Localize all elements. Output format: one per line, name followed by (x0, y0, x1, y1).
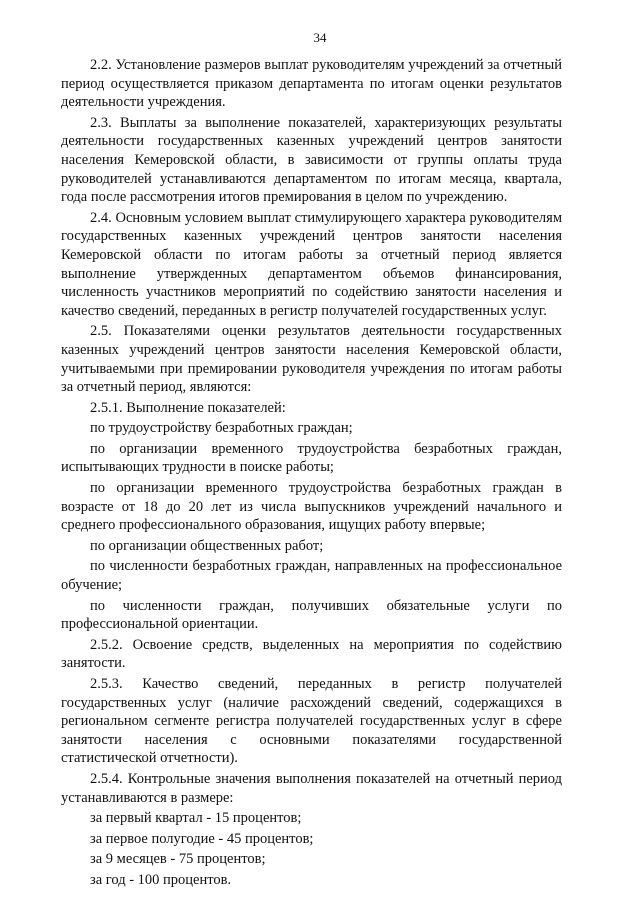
document-body (61, 56, 562, 890)
list-item: по организации временного трудоустройства безработных граждан, испытывающих трудности в поиске работы; (61, 440, 562, 476)
list-item: за год - 100 процентов. (90, 871, 232, 888)
list-item: по численности граждан, получивших обязательные услуги по профессиональной ориентации. (61, 597, 562, 633)
list-item: по численности безработных граждан, направленных на профессиональное обучение; (61, 558, 562, 594)
page-number: 34 (313, 30, 327, 45)
list-item: за первое полугодие - 45 процентов; (90, 830, 314, 847)
list-item: по трудоустройству безработных граждан; (90, 420, 353, 437)
paragraph-2-5-1: 2.5.1. Выполнение показателей: (90, 399, 286, 416)
paragraph-2-4: 2.4. Основным условием выплат стимулирующего характера руководителям государственных казенных учреждений центров занятости населения Кемеровской области по итогам работы за отчетный период является выполнение утвержденных департаментом объемов финансирования, численность участников мероприятий по содействию занятости населения и качество сведений, переданных в регистр получателей государственных услуг. (61, 209, 562, 319)
paragraph-2-5: 2.5. Показателями оценки результатов деятельности государственных казенных учреждений центров занятости населения Кемеровской области, учитываемыми при премировании руководителя учреждения по итогам работы за отчетный период, являются: (61, 323, 562, 396)
list-item: по организации временного трудоустройства безработных граждан в возрасте от 18 до 20 лет из числа выпускников учреждений начального и среднего профессионального образования, ищущих работу впервые; (61, 480, 562, 534)
paragraph-2-5-2: 2.5.2. Освоение средств, выделенных на мероприятия по содействию занятости. (61, 636, 562, 672)
paragraph-2-2: 2.2. Установление размеров выплат руководителям учреждений за отчетный период осуществляется приказом департамента по итогам оценки результатов деятельности учреждения. (61, 57, 562, 111)
paragraph-2-3: 2.3. Выплаты за выполнение показателей, характеризующих результаты деятельности государственных казенных учреждений центров занятости населения Кемеровской области, в зависимости от группы оплаты труда руководителей устанавливаются департаментом по итогам месяца, квартала, года после рассмотрения итогов премирования в целом по учреждению. (61, 114, 562, 206)
list-item: за первый квартал - 15 процентов; (90, 810, 302, 827)
list-item: по организации общественных работ; (90, 537, 324, 554)
paragraph-2-5-3: 2.5.3. Качество сведений, переданных в регистр получателей государственных услуг (наличие расхождений сведений, содержащихся в региональном сегменте регистра получателей государственных услуг в сфере занятости населения с основными показателями государственной статистической отчетности). (61, 676, 562, 767)
list-item: за 9 месяцев - 75 процентов; (90, 851, 266, 868)
paragraph-2-5-4: 2.5.4. Контрольные значения выполнения показателей на отчетный период устанавливаются в размере: (61, 770, 562, 806)
